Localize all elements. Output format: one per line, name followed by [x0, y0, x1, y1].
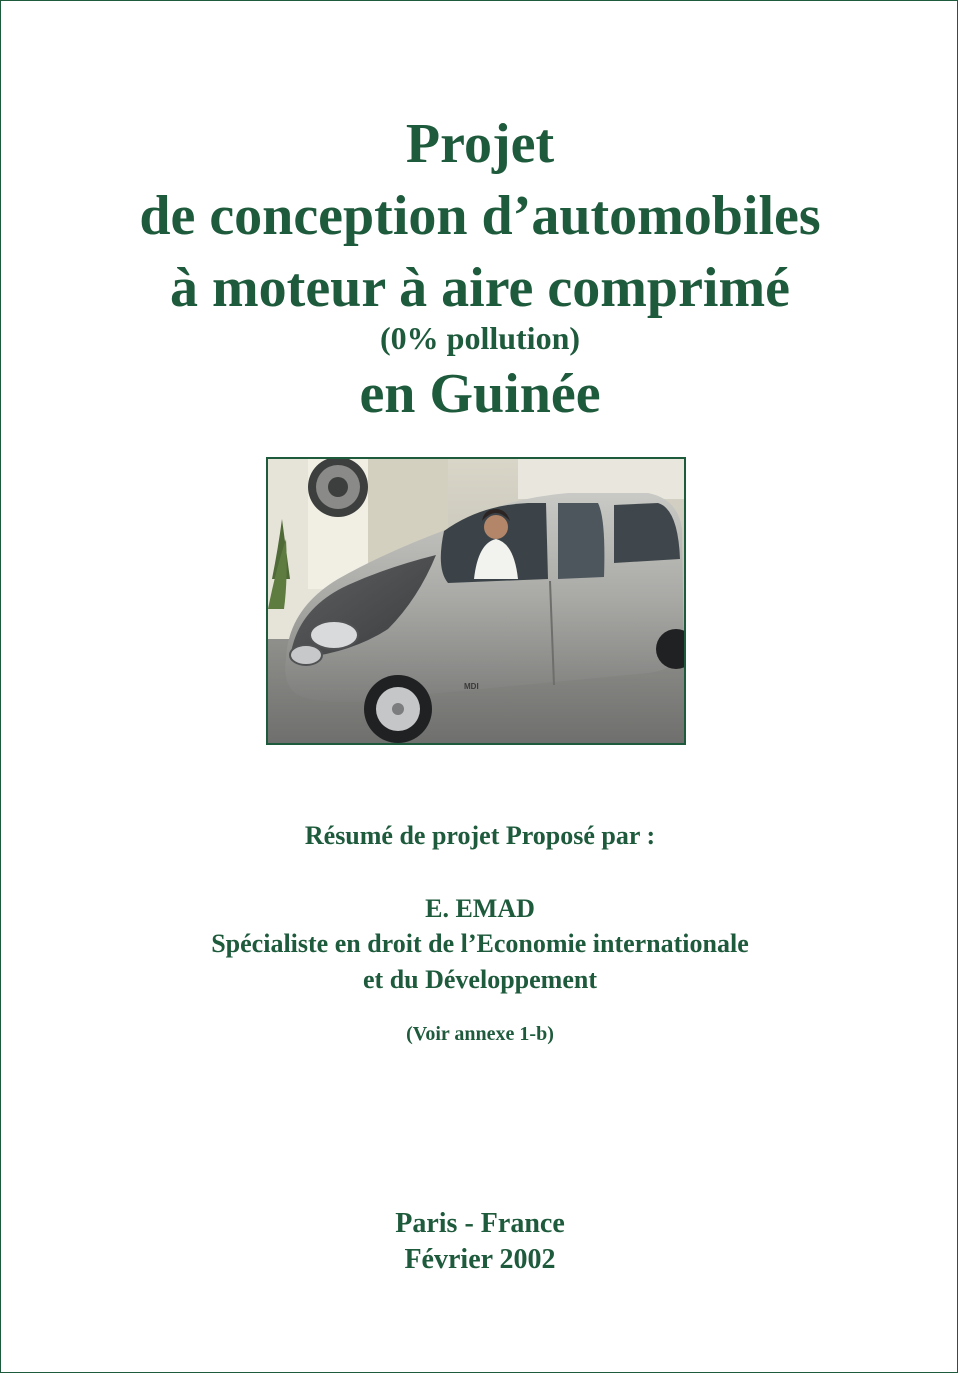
- car-badge: MDI: [464, 682, 479, 691]
- title-line-3: à moteur à aire comprimé: [170, 257, 790, 319]
- author-role-line-2: et du Développement: [363, 965, 597, 994]
- place-city: Paris - France: [395, 1208, 565, 1239]
- author-name: E. EMAD: [425, 894, 535, 923]
- title-line-1: Projet: [405, 113, 555, 175]
- place-date: [0, 1206, 960, 1278]
- author-role-line-1: Spécialiste en droit de l’Economie internationale: [211, 929, 749, 958]
- author-section: [0, 820, 960, 1048]
- car-photo: [266, 457, 686, 745]
- document-title: [0, 108, 960, 430]
- title-country: en Guinée: [359, 363, 601, 425]
- author-annex-note: (Voir annexe 1-b): [406, 1023, 554, 1045]
- title-subtitle: (0% pollution): [379, 320, 581, 356]
- title-line-2: de conception d’automobiles: [139, 185, 821, 247]
- place-date-text: Février 2002: [404, 1244, 556, 1275]
- car-photo-illustration: [268, 459, 684, 743]
- author-intro: Résumé de projet Proposé par :: [304, 821, 656, 850]
